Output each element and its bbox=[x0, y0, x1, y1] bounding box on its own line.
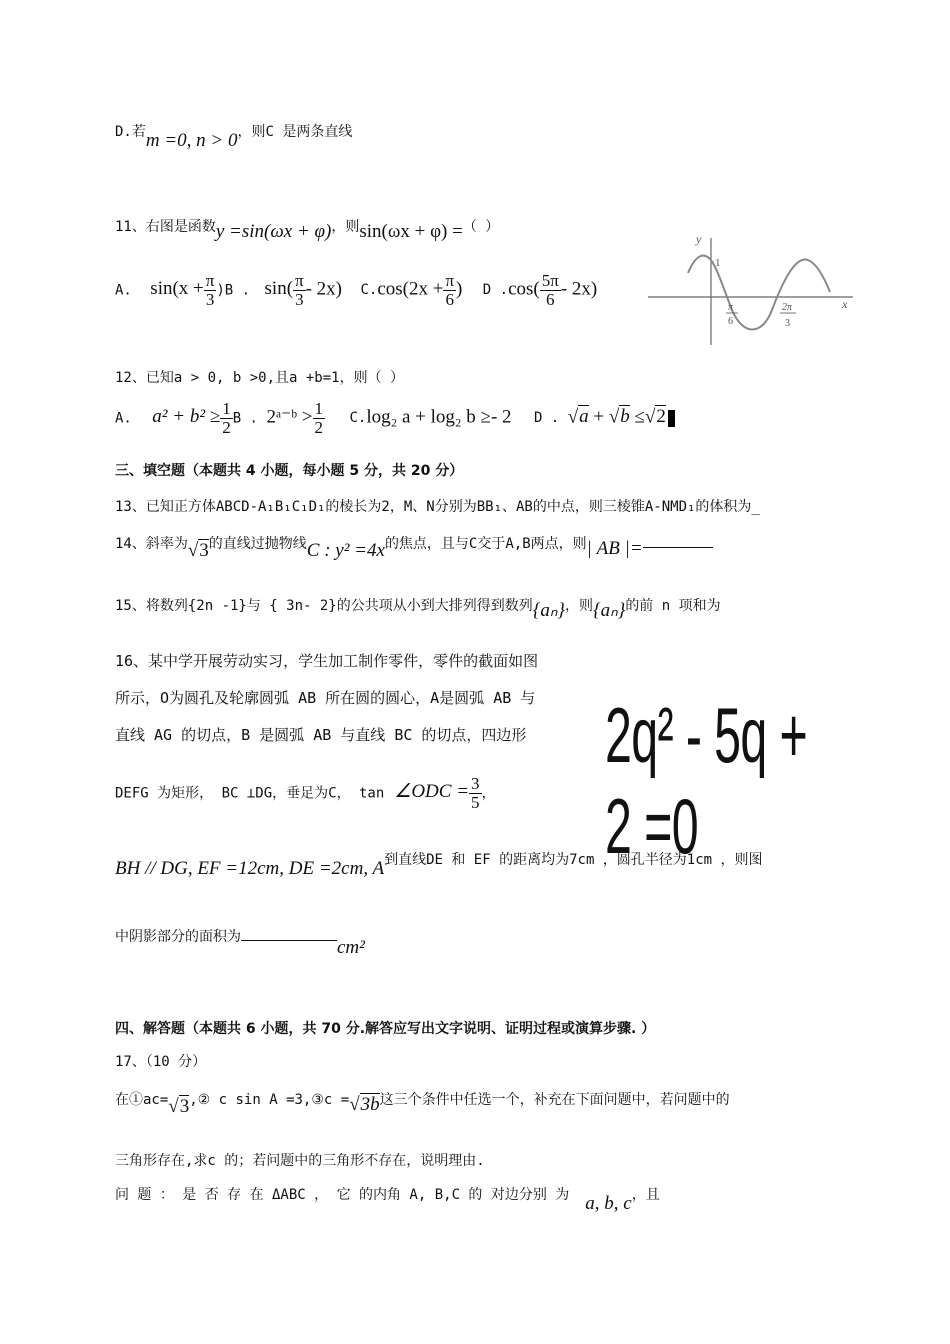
q17-l1-b: ,② c sin A =3,③c = bbox=[189, 1092, 350, 1108]
q13: 13、已知正方体ABCD-A₁B₁C₁D₁的棱长为2，M、N分别为BB₁、AB的中点，则三棱锥A-NMD₁的体积为_ bbox=[115, 499, 760, 515]
q12-opt-a-tail: B . bbox=[232, 410, 258, 427]
q17-sqrt1: √3 bbox=[168, 1096, 190, 1117]
q15-tail: 的前 n 项和为 bbox=[625, 598, 721, 614]
q15-mid: ，则 bbox=[565, 598, 594, 614]
le: ≤ bbox=[634, 406, 645, 428]
q11-opt-c-post: ) bbox=[456, 278, 463, 300]
frac-den: 3 bbox=[295, 289, 304, 309]
q11-opt-a-label: A. bbox=[115, 282, 132, 299]
graph-tick1-num: π bbox=[728, 302, 734, 313]
q17-line2: 三角形存在,求c 的；若问题中的三角形不存在，说明理由. bbox=[115, 1153, 485, 1169]
q17-l1-c: 这三个条件中任选一个，补充在下面问题中，若问题中的 bbox=[379, 1092, 730, 1108]
q12-opt-a-frac bbox=[220, 400, 233, 437]
q12-opt-c: log₂ a + log₂ b ≥- 2 bbox=[366, 406, 512, 428]
sqrt-c: 2 bbox=[656, 406, 666, 428]
q16-line6 bbox=[115, 925, 365, 958]
q11-opt-d-post: - 2x) bbox=[560, 278, 598, 300]
q17-l3-text: 问 题 ： 是 否 存 在 ΔABC ， 它 的内角 A, B,C 的 对边分别 为 bbox=[115, 1187, 570, 1203]
graph-tick2-den: 3 bbox=[785, 318, 790, 329]
q11-paren: （ ） bbox=[462, 219, 500, 235]
q12-opt-a-lhs: a² + b² ≥ bbox=[152, 406, 221, 428]
q11-opt-d-pre: cos( bbox=[508, 278, 540, 300]
q14 bbox=[115, 532, 713, 561]
q15-pre: 15、将数列{2n -1}与 { 3n- 2}的公共项从小到大排列得到数列 bbox=[115, 598, 533, 614]
sine-curve bbox=[688, 256, 830, 330]
q11-opt-c-frac bbox=[443, 272, 456, 309]
q10-d-prefix: D.若 bbox=[115, 124, 146, 140]
frac-num: 1 bbox=[314, 399, 324, 418]
q16-line4-end: ， bbox=[481, 785, 496, 802]
q10-d-suffix: ，则C 是两条直线 bbox=[237, 124, 353, 140]
graph-y-tick: 1 bbox=[715, 257, 721, 269]
q17-sqrt2: √3b bbox=[349, 1094, 380, 1115]
q16-line4-text: DEFG 为矩形， BC ⊥DG，垂足为C， tan bbox=[115, 785, 385, 802]
q15-an-1: {aₙ} bbox=[532, 600, 566, 621]
q11-stem-text: 11、右图是函数 bbox=[115, 219, 216, 235]
q14-blank bbox=[643, 547, 713, 548]
q12-opt-b-lhs: 2ᵃ⁻ᵇ > bbox=[266, 406, 313, 428]
overlay-equation: 2q² - 5q + 2 =0 bbox=[605, 691, 808, 870]
q11-opt-b-post: - 2x) bbox=[305, 278, 343, 300]
sqrt-b: b bbox=[620, 406, 630, 428]
q11-options bbox=[115, 272, 597, 309]
q14-pre: 14、斜率为 bbox=[115, 536, 188, 552]
frac-den: 2 bbox=[222, 417, 231, 437]
frac-num: 3 bbox=[471, 774, 480, 793]
graph-y-label: y bbox=[696, 232, 702, 246]
q16-unit: cm² bbox=[337, 937, 365, 958]
q17-l1-a: 在①ac= bbox=[115, 1092, 169, 1108]
q16-line2: 所示，O为圆孔及轮廓圆弧 AB 所在圆的圆心，A是圆弧 AB 与 bbox=[115, 689, 536, 707]
frac-num: 1 bbox=[222, 399, 231, 418]
q11-opt-a-pre: sin(x + bbox=[150, 278, 204, 300]
frac-den: 2 bbox=[314, 417, 324, 437]
frac-num: 5π bbox=[541, 271, 559, 290]
an: aₙ bbox=[540, 600, 558, 621]
q14-tail: 的焦点，且与C交于A,B两点，则 bbox=[384, 536, 587, 552]
q16-line6-text: 中阴影部分的面积为 bbox=[115, 929, 241, 945]
q17-sqrt2-val: 3b bbox=[360, 1094, 380, 1115]
frac-num: π bbox=[445, 271, 455, 290]
q14-ab: | AB |= bbox=[586, 538, 643, 559]
q15-an-2: {aₙ} bbox=[593, 600, 626, 621]
q17-l3-math: a, b, c bbox=[585, 1193, 632, 1214]
q17-line3 bbox=[115, 1183, 660, 1214]
q10-option-d bbox=[115, 120, 353, 151]
plus: + bbox=[593, 406, 605, 428]
q16-line5-text: 到直线DE 和 EF 的距离均为7cm ，圆孔半径为1cm ，则图 bbox=[384, 852, 763, 868]
q16-tan-math: ∠ODC = bbox=[394, 781, 470, 803]
frac-den: 5 bbox=[471, 792, 480, 812]
q16-line3: 直线 AG 的切点，B 是圆弧 AB 与直线 BC 的切点，四边形 bbox=[115, 726, 527, 744]
q11-func2: sin(ωx + φ) = bbox=[359, 221, 463, 242]
q11-func: y =sin(ωx + φ) bbox=[215, 221, 332, 242]
frac-num: π bbox=[295, 271, 304, 290]
black-block bbox=[668, 410, 675, 427]
graph-tick2-num: 2π bbox=[782, 302, 793, 313]
q15 bbox=[115, 593, 721, 621]
q11-opt-d-label: D . bbox=[482, 282, 509, 299]
q11-sine-graph bbox=[648, 230, 863, 350]
q10-d-math: m =0, n > 0 bbox=[145, 130, 238, 151]
q12-opt-d-math bbox=[568, 405, 666, 427]
q16-line5-math: BH // DG, EF =12cm, DE =2cm, A bbox=[115, 858, 385, 879]
q11-opt-d-frac bbox=[540, 272, 561, 309]
frac-num: π bbox=[205, 271, 215, 290]
graph-x-label: x bbox=[842, 297, 848, 311]
q11-mid: ，则 bbox=[331, 219, 360, 235]
sqrt-sign: √ bbox=[567, 406, 579, 428]
q17-sqrt1-val: 3 bbox=[179, 1096, 190, 1117]
q12-opt-a-label: A. bbox=[115, 410, 132, 427]
q17-head: 17、（10 分） bbox=[115, 1054, 207, 1070]
q14-parabola: C : y² =4x bbox=[306, 540, 385, 561]
q11-opt-a-frac bbox=[204, 272, 217, 309]
q11-opt-b-pre: sin( bbox=[264, 278, 294, 300]
q11-opt-a-post: )B . bbox=[216, 282, 251, 299]
q17-line1 bbox=[115, 1088, 730, 1117]
q16-line4 bbox=[115, 775, 496, 812]
q12-stem: 12、已知a > 0, b >0,且a +b=1，则（ ） bbox=[115, 370, 405, 386]
q14-sqrt-val: 3 bbox=[199, 540, 209, 561]
frac-den: 6 bbox=[445, 289, 454, 309]
sqrt-sign: √ bbox=[608, 406, 620, 428]
frac-den: 6 bbox=[546, 289, 555, 309]
q12-opt-c-label: C. bbox=[349, 410, 367, 427]
q11-opt-c-pre: cos(2x + bbox=[377, 278, 444, 300]
an: aₙ bbox=[600, 600, 618, 621]
q16-tan-frac bbox=[469, 775, 482, 812]
sqrt-sign: √ bbox=[644, 406, 656, 428]
q17-l3-end: ，且 bbox=[631, 1187, 660, 1203]
q16-blank bbox=[241, 940, 337, 941]
sqrt-a: a bbox=[579, 406, 589, 428]
q12-opt-d-label: D . bbox=[533, 410, 560, 427]
q16-line1: 16、某中学开展劳动实习，学生加工制作零件，零件的截面如图 bbox=[115, 652, 539, 670]
frac-den: 3 bbox=[205, 289, 215, 309]
q11-stem bbox=[115, 215, 500, 242]
q16-line5 bbox=[115, 848, 763, 879]
graph-tick1-den: 6 bbox=[728, 316, 733, 327]
section-4-heading: 四、解答题（本题共 6 小题，共 70 分.解答应写出文字说明、证明过程或演算步骤. ） bbox=[115, 1021, 656, 1037]
q12-options bbox=[115, 400, 675, 437]
q11-opt-b-frac bbox=[293, 272, 306, 309]
q12-opt-b-frac bbox=[313, 400, 326, 437]
q11-opt-c-label: C. bbox=[360, 282, 378, 299]
section-3-heading: 三、填空题（本题共 4 小题，每小题 5 分，共 20 分） bbox=[115, 463, 464, 479]
q14-sqrt: √3 bbox=[187, 540, 209, 561]
q14-mid: 的直线过抛物线 bbox=[208, 536, 307, 552]
